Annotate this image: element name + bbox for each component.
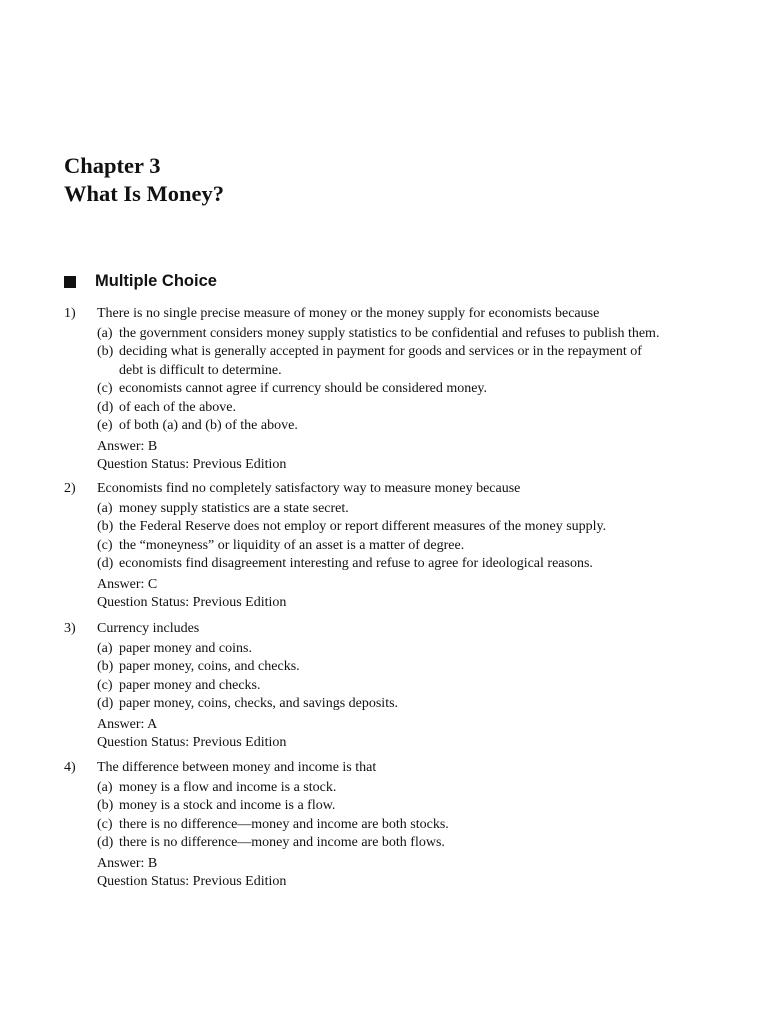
- question-status: Question Status: Previous Edition: [97, 874, 287, 889]
- option-label: (c): [97, 677, 113, 693]
- option-text: economists cannot agree if currency should be considered money.: [119, 381, 488, 396]
- square-bullet-icon: [64, 276, 76, 288]
- question-text: Economists find no completely satisfactory way to measure money because: [97, 481, 521, 496]
- option-text: of each of the above.: [119, 399, 236, 415]
- chapter-number: Chapter 3: [64, 153, 161, 178]
- option-label: (b): [97, 798, 114, 813]
- option-a: [97, 500, 768, 519]
- question-status: Question Status: Previous Edition: [97, 735, 287, 750]
- question-number: 2): [64, 481, 76, 496]
- section-heading: [64, 272, 217, 291]
- option-b: [97, 658, 768, 677]
- option-label: (b): [97, 519, 114, 534]
- option-d: [97, 834, 768, 853]
- answer-line: Answer: B: [97, 438, 158, 454]
- option-text: there is no difference—money and income are both flows.: [119, 835, 445, 850]
- answer-line: Answer: A: [97, 716, 158, 732]
- question-status: Question Status: Previous Edition: [97, 457, 287, 472]
- option-text: money is a stock and income is a flow.: [119, 798, 336, 813]
- option-c: [97, 380, 768, 399]
- option-text: of both (a) and (b) of the above.: [119, 418, 298, 433]
- option-text: money is a flow and income is a stock.: [119, 779, 337, 795]
- question-text: Currency includes: [97, 621, 200, 636]
- option-c: [97, 816, 768, 835]
- question-2: [0, 480, 768, 613]
- chapter-heading: [64, 152, 224, 208]
- option-text: deciding what is generally accepted in payment for goods and services or in the repayment of debt is difficult to determine.: [119, 344, 642, 378]
- option-label: (c): [97, 816, 113, 832]
- question-3: [0, 620, 768, 753]
- question-text: The difference between money and income is that: [97, 760, 377, 775]
- option-c: [97, 677, 768, 696]
- option-d: [97, 695, 768, 714]
- option-label: (b): [97, 659, 114, 674]
- option-label: (b): [97, 344, 114, 359]
- option-label: (d): [97, 399, 114, 415]
- option-text: paper money, coins, and checks.: [119, 659, 300, 674]
- chapter-title: What Is Money?: [64, 181, 225, 206]
- option-label: (d): [97, 835, 114, 850]
- question-number: 4): [64, 760, 76, 775]
- option-label: (d): [97, 556, 114, 571]
- question-number: 1): [64, 306, 76, 321]
- option-text: money supply statistics are a state secret.: [119, 500, 349, 516]
- option-text: economists find disagreement interesting and refuse to agree for ideological reasons.: [119, 556, 593, 571]
- option-d: [97, 399, 768, 418]
- option-label: (c): [97, 381, 113, 396]
- option-a: [97, 779, 768, 798]
- question-status: Question Status: Previous Edition: [97, 595, 287, 610]
- question-number: 3): [64, 621, 76, 636]
- option-text: the government considers money supply statistics to be confidential and refuses to publish them.: [119, 325, 660, 341]
- option-d: [97, 555, 768, 574]
- option-text: there is no difference—money and income are both stocks.: [119, 816, 449, 832]
- answer-line: Answer: B: [97, 855, 158, 871]
- option-label: (e): [97, 418, 113, 433]
- option-text: paper money, coins, checks, and savings deposits.: [119, 696, 399, 711]
- option-label: (a): [97, 325, 113, 341]
- option-a: [97, 325, 768, 344]
- option-text: paper money and coins.: [119, 640, 252, 656]
- option-b: [97, 518, 768, 537]
- option-label: (a): [97, 640, 113, 656]
- option-b: [97, 343, 649, 380]
- option-label: (c): [97, 537, 113, 553]
- question-text: There is no single precise measure of money or the money supply for economists because: [97, 306, 600, 321]
- question-4: [0, 759, 768, 892]
- option-e: [97, 417, 768, 436]
- option-a: [97, 640, 768, 659]
- option-text: the “moneyness” or liquidity of an asset is a matter of degree.: [119, 537, 465, 553]
- option-label: (d): [97, 696, 114, 711]
- option-label: (a): [97, 779, 113, 795]
- section-title: Multiple Choice: [95, 272, 217, 290]
- option-text: the Federal Reserve does not employ or report different measures of the money supply.: [119, 519, 607, 534]
- question-1: [0, 305, 768, 475]
- option-label: (a): [97, 500, 113, 516]
- option-b: [97, 797, 768, 816]
- option-c: [97, 537, 768, 556]
- answer-line: Answer: C: [97, 576, 158, 592]
- option-text: paper money and checks.: [119, 677, 261, 693]
